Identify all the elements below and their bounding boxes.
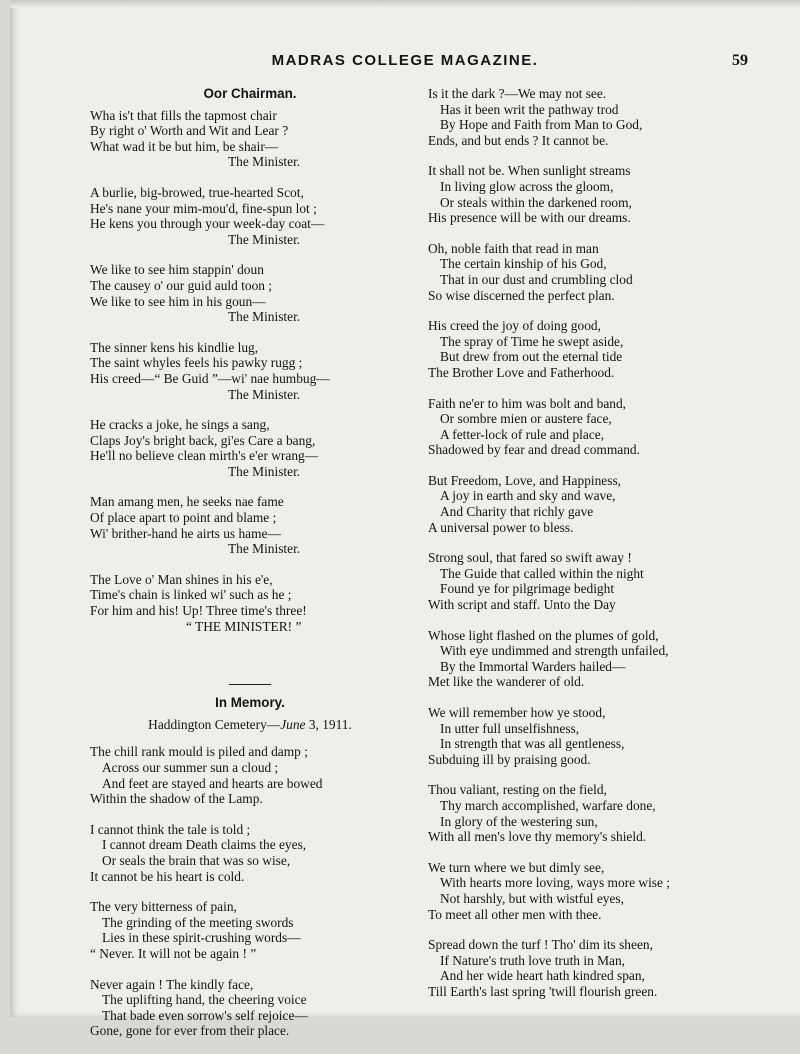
- verse-line: The certain kinship of his God,: [440, 256, 607, 272]
- verse-line: Across our summer sun a cloud ;: [102, 760, 279, 775]
- verse-line: Or steals within the darkened room,: [440, 194, 632, 210]
- verse-line: Is it the dark ?—We may not see.: [428, 86, 607, 101]
- verse-line: He kens you through your week-day coat—: [90, 216, 325, 232]
- verse-line: Shadowed by fear and dread command.: [428, 442, 640, 458]
- poem-in-memory-part-2: [428, 86, 748, 1000]
- verse-line: Found ye for pilgrimage bedight: [440, 581, 615, 597]
- verse-line: A fetter-lock of rule and place,: [440, 426, 605, 442]
- verse-line: I cannot think the tale is told ;: [90, 821, 251, 837]
- verse-line: Lies in these spirit-crushing words—: [102, 930, 301, 946]
- refrain-line: The Minister.: [228, 386, 301, 402]
- poem-subtitle: [90, 717, 410, 733]
- verse-line: And her wide heart hath kindred span,: [440, 968, 645, 984]
- verse-line: The grinding of the meeting swords: [102, 914, 294, 930]
- verse-line: Or seals the brain that was so wise,: [102, 852, 291, 868]
- poem-in-memory-part-1: [90, 744, 410, 1039]
- verse-line: In living glow across the gloom,: [440, 178, 614, 194]
- stanza: [90, 572, 410, 634]
- verse-line: The Love o' Man shines in his e'e,: [90, 571, 273, 587]
- verse-line: “ Never. It will not be again ! ”: [90, 945, 257, 961]
- stanza: [90, 340, 410, 402]
- verse-line: With eye undimmed and strength unfailed,: [440, 643, 669, 659]
- verse-line: Oh, noble faith that read in man: [428, 240, 599, 256]
- verse-line: In strength that was all gentleness,: [440, 736, 625, 752]
- verse-line: The saint whyles feels his pawky rugg ;: [90, 355, 303, 371]
- verse-line: Or sombre mien or austere face,: [440, 411, 612, 427]
- verse-line: In glory of the westering sun,: [440, 813, 598, 829]
- verse-line: If Nature's truth love truth in Man,: [440, 952, 626, 968]
- verse-line: Subduing ill by praising good.: [428, 751, 591, 767]
- verse-line: By right o' Worth and Wit and Lear ?: [90, 123, 289, 139]
- verse-line: Never again ! The kindly face,: [90, 976, 254, 992]
- verse-line: Not harshly, but with wistful eyes,: [440, 890, 624, 906]
- verse-line: Wi' brither-hand he airts us hame—: [90, 525, 281, 541]
- verse-line: That in our dust and crumbling clod: [440, 271, 633, 287]
- poem-oor-chairman: [90, 108, 410, 635]
- verse-line: The very bitterness of pain,: [90, 899, 237, 915]
- verse-line: Strong soul, that fared so swift away !: [428, 550, 632, 566]
- verse-line: The Guide that called within the night: [440, 565, 644, 581]
- page-number: 59: [732, 52, 748, 69]
- verse-line: A universal power to bless.: [428, 519, 574, 535]
- verse-line: We like to see him in his goun—: [90, 293, 266, 309]
- verse-line: In utter full unselfishness,: [440, 720, 580, 736]
- magazine-page: [10, 0, 800, 1039]
- verse-line: Faith ne'er to him was bolt and band,: [428, 395, 627, 411]
- stanza: [90, 744, 410, 806]
- verse-line: His creed the joy of doing good,: [428, 318, 601, 334]
- stanza: [90, 899, 410, 961]
- stanza: [90, 262, 410, 324]
- running-head: MADRAS COLLEGE MAGAZINE.: [271, 52, 539, 69]
- refrain-line: “ THE MINISTER! ”: [186, 618, 302, 634]
- stanza: [90, 185, 410, 247]
- stanza: [90, 822, 410, 884]
- left-column: [90, 86, 410, 1054]
- refrain-line: The Minister.: [228, 154, 301, 170]
- stanza: [428, 473, 748, 535]
- refrain-line: The Minister.: [228, 541, 301, 557]
- stanza: [428, 860, 748, 922]
- verse-line: By Hope and Faith from Man to God,: [440, 117, 643, 133]
- stanza: [428, 396, 748, 458]
- verse-line: And Charity that richly gave: [440, 504, 594, 520]
- verse-line: The chill rank mould is piled and damp ;: [90, 744, 308, 760]
- refrain-line: The Minister.: [228, 463, 301, 479]
- stanza: [428, 550, 748, 612]
- verse-line: The uplifting hand, the cheering voice: [102, 992, 307, 1008]
- stanza: [428, 318, 748, 380]
- stanza: [90, 977, 410, 1039]
- verse-line: The Brother Love and Fatherhood.: [428, 364, 615, 380]
- verse-line: To meet all other men with thee.: [428, 906, 602, 922]
- verse-line: With all men's love thy memory's shield.: [428, 829, 647, 845]
- right-column: [428, 86, 748, 1015]
- stanza: [428, 628, 748, 690]
- verse-line: And feet are stayed and hearts are bowed: [102, 775, 323, 791]
- verse-line: It shall not be. When sunlight streams: [428, 163, 631, 179]
- subtitle-date: 3, 1911.: [305, 716, 352, 732]
- verse-line: Within the shadow of the Lamp.: [90, 791, 263, 807]
- verse-line: We like to see him stappin' doun: [90, 262, 264, 278]
- refrain-line: The Minister.: [228, 231, 301, 247]
- verse-line: Spread down the turf ! Tho' dim its sheen,: [428, 937, 653, 953]
- subtitle-place: Haddington Cemetery—: [148, 716, 281, 732]
- stanza: [90, 417, 410, 479]
- verse-line: It cannot be his heart is cold.: [90, 868, 245, 884]
- subtitle-month: June: [280, 716, 306, 732]
- verse-line: Ends, and but ends ? It cannot be.: [428, 132, 609, 148]
- verse-line: He'll no believe clean mirth's e'er wrang—: [90, 448, 319, 464]
- verse-line: For him and his! Up! Three time's three!: [90, 603, 307, 619]
- verse-line: He's nane your mim-mou'd, fine-spun lot ;: [90, 200, 317, 216]
- verse-line: We will remember how ye stood,: [428, 705, 606, 720]
- refrain-line: The Minister.: [228, 309, 301, 325]
- verse-line: With hearts more loving, ways more wise ;: [440, 875, 671, 891]
- verse-line: Gone, gone for ever from their place.: [90, 1023, 290, 1039]
- verse-line: The causey o' our guid auld toon ;: [90, 277, 273, 293]
- verse-line: With script and staff. Unto the Day: [428, 597, 616, 613]
- verse-line: But Freedom, Love, and Happiness,: [428, 472, 622, 488]
- verse-line: Thou valiant, resting on the field,: [428, 782, 607, 798]
- stanza: [428, 163, 748, 225]
- stanza: [428, 705, 748, 767]
- verse-line: Claps Joy's bright back, gi'es Care a bang,: [90, 432, 316, 448]
- verse-line: Has it been writ the pathway trod: [440, 101, 619, 117]
- verse-line: Man amang men, he seeks nae fame: [90, 494, 284, 510]
- verse-line: His presence will be with our dreams.: [428, 210, 631, 226]
- stanza: [90, 494, 410, 556]
- verse-line: His creed—“ Be Guid ”—wi' nae humbug—: [90, 370, 330, 386]
- poem-title-oor-chairman: Oor Chairman.: [203, 86, 297, 101]
- verse-line: We turn where we but dimly see,: [428, 859, 605, 875]
- page-edge-shadow: [10, 0, 800, 8]
- verse-line: But drew from out the eternal tide: [440, 349, 623, 365]
- stanza: [428, 86, 748, 148]
- section-divider: [229, 684, 271, 685]
- verse-line: A joy in earth and sky and wave,: [440, 488, 616, 504]
- verse-line: By the Immortal Warders hailed—: [440, 658, 626, 674]
- poem-title-in-memory: In Memory.: [215, 695, 285, 711]
- verse-line: The spray of Time he swept aside,: [440, 333, 624, 349]
- verse-line: He cracks a joke, he sings a sang,: [90, 417, 270, 433]
- stanza: [428, 937, 748, 999]
- verse-line: Thy march accomplished, warfare done,: [440, 797, 656, 813]
- verse-line: Met like the wanderer of old.: [428, 674, 585, 690]
- verse-line: That bade even sorrow's self rejoice—: [102, 1007, 308, 1023]
- verse-line: Till Earth's last spring 'twill flourish green.: [428, 983, 658, 999]
- verse-line: Whose light flashed on the plumes of gold,: [428, 627, 659, 643]
- verse-line: Time's chain is linked wi' such as he ;: [90, 587, 292, 603]
- stanza: [428, 782, 748, 844]
- verse-line: So wise discerned the perfect plan.: [428, 287, 615, 303]
- verse-line: I cannot dream Death claims the eyes,: [102, 837, 307, 853]
- stanza: [428, 241, 748, 303]
- verse-line: Of place apart to point and blame ;: [90, 510, 277, 526]
- stanza: [90, 108, 410, 170]
- verse-line: Wha is't that fills the tapmost chair: [90, 107, 277, 123]
- verse-line: What wad it be but him, be shair—: [90, 138, 279, 154]
- verse-line: A burlie, big-browed, true-hearted Scot,: [90, 184, 304, 200]
- verse-line: The sinner kens his kindlie lug,: [90, 339, 259, 355]
